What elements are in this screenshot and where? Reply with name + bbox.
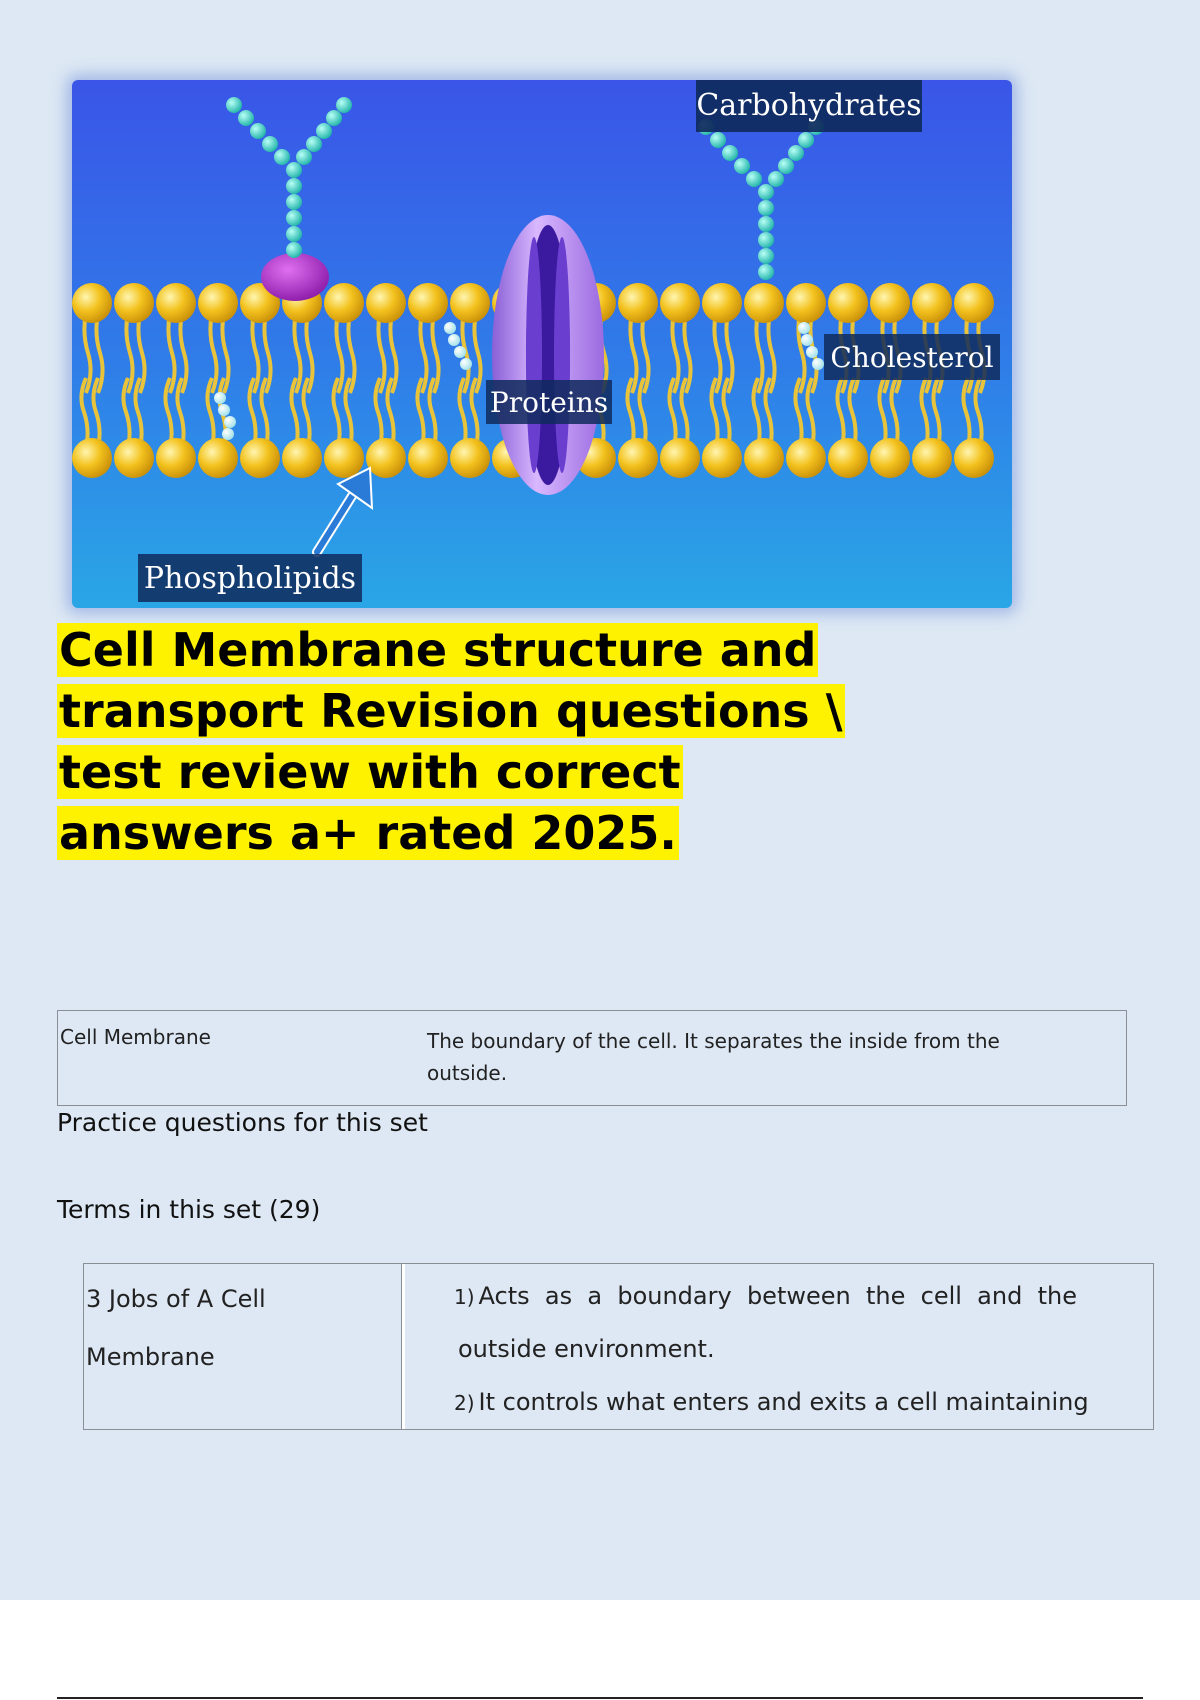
practice-questions-label: Practice questions for this set: [57, 1108, 428, 1137]
term-card-jobs-of-cell-membrane: [83, 1263, 1154, 1430]
definition-line: The boundary of the cell. It separates the inside from the: [427, 1029, 1000, 1053]
svg-text:Phospholipids: Phospholipids: [143, 561, 357, 596]
terms-count-label: Terms in this set (29): [57, 1195, 321, 1224]
glycoprotein-head: [261, 253, 329, 301]
definition-line-1: 1) Acts as a boundary between the cell and the: [454, 1282, 1077, 1310]
page-title: [57, 620, 957, 864]
title-line-2: transport Revision questions \: [59, 684, 843, 738]
list-number: 2): [454, 1391, 475, 1415]
carbohydrates-label: [696, 80, 922, 132]
cholesterol-label: [824, 334, 1000, 380]
term-card-cell-membrane: [57, 1010, 1127, 1106]
definition-text: [454, 1270, 1089, 1429]
proteins-label: [486, 380, 612, 424]
definition-line: outside.: [427, 1061, 508, 1085]
cell-membrane-diagram: [72, 80, 1012, 608]
channel-protein: [492, 215, 604, 495]
term-line: 3 Jobs of A Cell: [86, 1285, 266, 1313]
term-line: Membrane: [86, 1343, 215, 1371]
term-text: Cell Membrane: [60, 1025, 211, 1049]
svg-text:Cholesterol: Cholesterol: [830, 341, 994, 374]
term-text: [86, 1270, 386, 1386]
definition-text: [427, 1025, 1027, 1089]
column-divider: [401, 1264, 405, 1429]
title-line-4: answers a+ rated 2025.: [59, 806, 677, 860]
svg-text:Carbohydrates: Carbohydrates: [696, 88, 922, 123]
title-line-3: test review with correct: [59, 745, 681, 799]
footer-divider: [57, 1697, 1143, 1699]
definition-line-3: 2) It controls what enters and exits a cell maintaining: [454, 1388, 1089, 1416]
title-line-1: Cell Membrane structure and: [59, 623, 817, 677]
svg-text:Proteins: Proteins: [489, 386, 609, 419]
phospholipids-label: [138, 554, 362, 602]
definition-line-2: outside environment.: [458, 1335, 715, 1363]
list-number: 1): [454, 1285, 475, 1309]
